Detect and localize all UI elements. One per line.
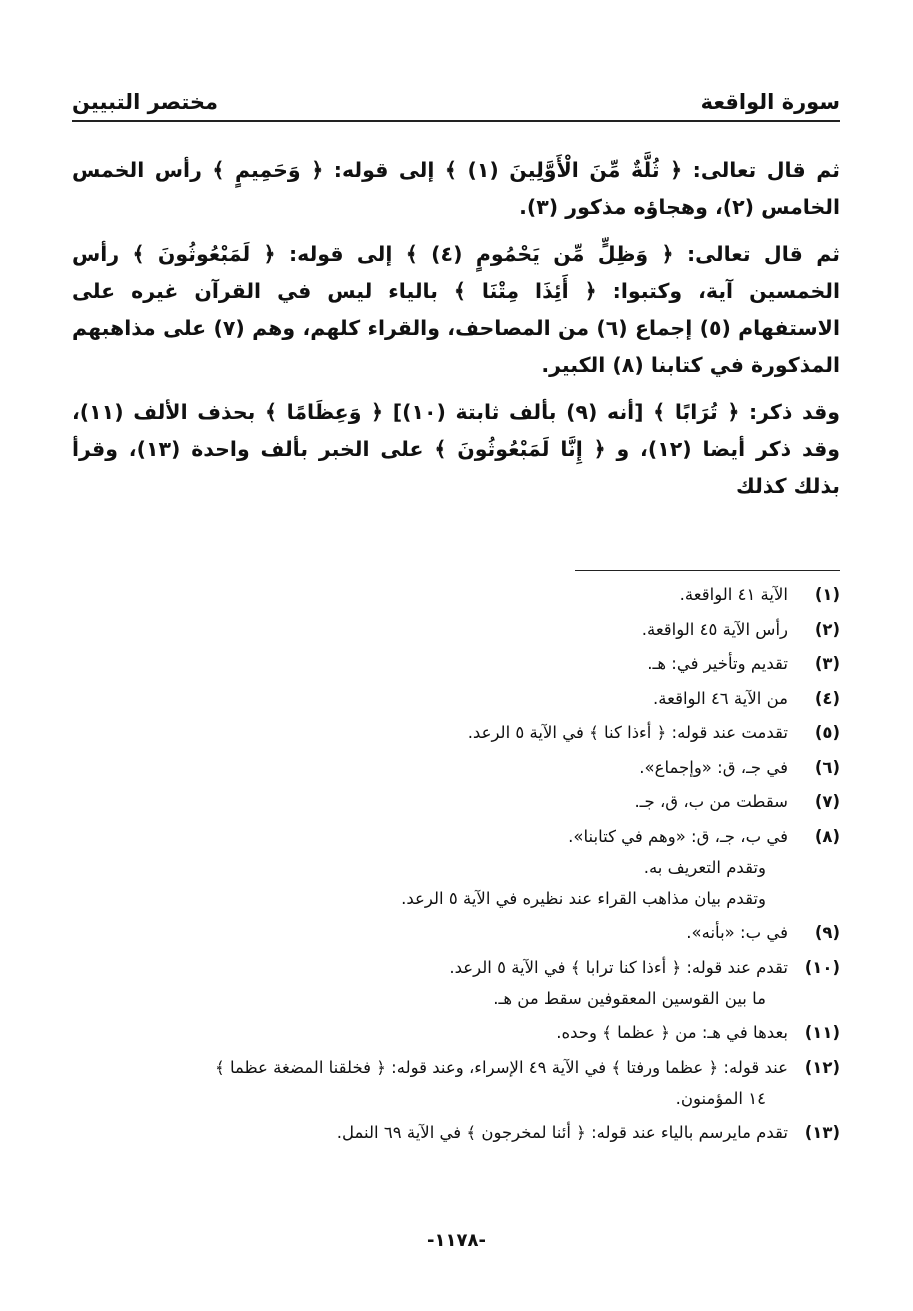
footnote-6 [72,755,840,781]
paragraph-2: ثم قال تعالى: ﴿ وَظِلٍّ مِّن يَحْمُومٍ (٤) ﴾ إلى قوله: ﴿ لَمَبْعُوثُونَ ﴾ رأس الخمسين آية، وكتبوا: ﴿ أَئِذَا مِتْنَا ﴾ بالياء ليس في القرآن غيره على الاستفهام (٥) إجماع (٦) من المصاحف، والقراء كلهم، وهم (٧) على مذاهبهم المذكورة في كتابنا (٨) الكبير. [72,242,840,377]
footnote-number: (١١) [804,1023,840,1042]
footnote-5 [72,720,840,746]
footnote-11 [72,1020,840,1046]
footnote-text: في ب: «بأنه». [686,923,788,942]
footnote-number: (١٢) [804,1057,840,1077]
footnote-7 [72,789,840,815]
surah-title: سورة الواقعة [700,90,840,114]
paragraph-3: وقد ذكر: ﴿ تُرَابًا ﴾ [أنه (٩) بألف ثابتة (١٠)] ﴿ وَعِظَامًا ﴾ بحذف الألف (١١)، وقد ذكر أيضا (١٢)، و ﴿ إِنَّا لَمَبْعُوثُونَ ﴾ على الخبر بألف واحدة (١٣)، وقرأ بذلك كذلك [72,400,840,498]
footnote-number: (٩) [814,923,840,942]
footnote-8 [72,824,840,912]
footnote-1 [72,582,840,608]
footnote-separator [575,570,840,571]
footnote-13 [72,1120,840,1146]
footnote-2 [72,617,840,643]
footnote-text: تقدم مايرسم بالياء عند قوله: ﴿ أئنا لمخرجون ﴾ في الآية ٦٩ النمل. [336,1123,788,1142]
footnote-number: (٦) [814,757,840,777]
footnote-text: تقدم عند قوله: ﴿ أءذا كنا ترابا ﴾ في الآية ٥ الرعد. [449,957,788,977]
footnote-text: تقدمت عند قوله: ﴿ أءذا كنا ﴾ في الآية ٥ الرعد. [467,723,788,742]
paragraph-1: ثم قال تعالى: ﴿ ثُلَّةٌ مِّنَ الْأَوَّلِينَ (١) ﴾ إلى قوله: ﴿ وَحَمِيمٍ ﴾ رأس الخمس الخامس (٢)، وهجاؤه مذكور (٣). [72,158,840,219]
footnote-continuation: وتقدم التعريف به. [643,857,766,877]
footnote-text: في ب، جـ، ق: «وهم في كتابنا». [568,826,788,846]
footnote-text: تقديم وتأخير في: هـ. [647,654,788,673]
footnote-9 [72,920,840,946]
footnote-continuation: ما بين القوسين المعقوفين سقط من هـ. [493,988,766,1008]
footnote-number: (٣) [814,654,840,673]
footnote-continuation: ١٤ المؤمنون. [675,1088,766,1108]
book-title: مختصر التبيين [72,90,219,114]
running-header [72,86,840,122]
footnote-12 [72,1055,840,1112]
footnote-number: (٢) [814,619,840,639]
footnote-number: (١) [814,585,840,604]
footnote-continuation: وتقدم بيان مذاهب القراء عند نظيره في الآية ٥ الرعد. [401,888,766,908]
footnote-text: الآية ٤١ الواقعة. [679,585,788,604]
footnote-text: في جـ، ق: «وإجماع». [639,757,788,777]
footnote-3 [72,651,840,677]
footnote-number: (٤) [814,688,840,708]
footnote-text: عند قوله: ﴿ عظما ورفتا ﴾ في الآية ٤٩ الإسراء، وعند قوله: ﴿ فخلقنا المضغة عظما ﴾ [215,1057,788,1077]
footnote-10 [72,955,840,1012]
page-number: -١١٧٨- [427,1230,486,1251]
footnote-number: (١٠) [804,957,840,977]
footnote-text: رأس الآية ٤٥ الواقعة. [641,619,788,639]
footnote-number: (٧) [814,792,840,811]
footnote-text: سقطت من ب، ق، جـ. [634,792,788,811]
footnote-text: من الآية ٤٦ الواقعة. [653,688,788,708]
footnote-number: (٥) [814,723,840,742]
footnote-4 [72,686,840,712]
footnote-number: (٨) [814,826,840,846]
footnotes [72,582,840,1155]
footnote-text: بعدها في هـ: من ﴿ عظما ﴾ وحده. [556,1023,788,1042]
footnote-number: (١٣) [804,1123,840,1142]
main-text [72,152,840,517]
